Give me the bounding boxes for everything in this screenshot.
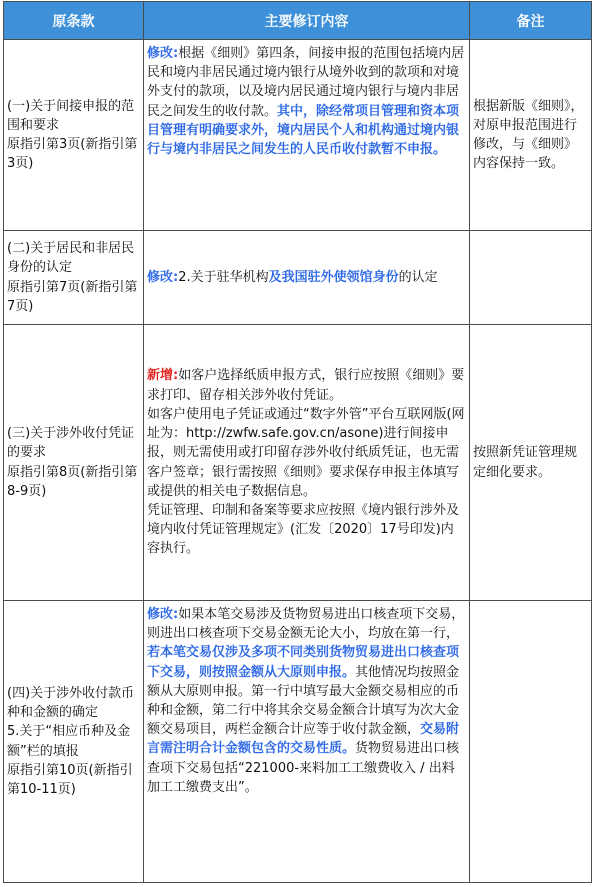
revision-highlight: 交易附言需注明合计金额包含的交易性质。: [147, 722, 460, 757]
original-clause-cell: [4, 40, 144, 231]
revision-paragraph: 凭证管理、印制和备案等要求应按照《境内银行涉外及境内收付凭证管理规定》(汇发〔2020〕17号印发)内容执行。: [147, 502, 460, 557]
remark-cell: 按照新凭证管理规定细化要求。: [470, 325, 592, 601]
revision-tag: 修改:: [147, 269, 179, 285]
revision-content-cell: [144, 601, 470, 883]
revision-tag: 修改:: [147, 46, 179, 61]
revision-text: 根据《细则》第四条，间接申报的范围包括境内居民和境内非居民通过境内银行从境外收到的款项和对境外支付的款项，以及境内居民通过境内银行与境内非居民之间发生的收付款。: [147, 46, 465, 119]
header-main-revisions: 主要修订内容: [144, 2, 470, 40]
revision-highlight: 及我国驻外使领馆身份: [268, 269, 399, 285]
original-clause-subtitle: 5.关于“相应币种及金额”栏的填报: [7, 724, 131, 759]
original-clause-title: (四)关于涉外收付款币种和金额的确定: [7, 685, 135, 721]
original-clause-ref: 原指引第3页(新指引第3页): [7, 137, 138, 172]
revision-content-cell: [144, 40, 470, 231]
remark-cell: 根据新版《细则》，对原申报范围进行修改，与《细则》内容保持一致。: [470, 40, 592, 231]
revision-text: 其他情况均按照金额从大原则申报。第一行中填写最大金额交易相应的币种和金额，第二行中将其余交易金额合计填写为次大金额交易项目，两栏金额合计应等于收付款金额，: [147, 664, 460, 738]
revision-tag: 修改:: [147, 607, 179, 622]
revision-text: 如果本笔交易涉及货物贸易进出口核查项下交易，则进出口核查项下交易金额无论大小，均放在第一行，: [147, 607, 465, 642]
original-clause-ref: 原指引第8页(新指引第8-9页): [7, 464, 138, 499]
original-clause-title: (三)关于涉外收付凭证的要求: [7, 426, 135, 461]
revision-text: 如客户选择纸质申报方式，银行应按照《细则》要求打印、留存相关涉外收付凭证。: [147, 368, 465, 403]
revision-highlight: 其中，除经常项目管理和资本项目管理有明确要求外，境内居民个人和机构通过境内银行与境内非居民之间发生的人民币收付款暂不申报。: [147, 103, 460, 158]
revision-table: [3, 1, 592, 883]
header-remarks: 备注: [470, 2, 592, 40]
original-clause-title: (二)关于居民和非居民身份的认定: [7, 241, 135, 276]
table-row: [4, 231, 592, 325]
revision-text-tail: 的认定: [398, 269, 438, 285]
remark-cell: [470, 601, 592, 883]
original-clause-cell: [4, 325, 144, 601]
header-original-clause: 原条款: [4, 2, 144, 40]
original-clause-ref: 原指引第10页(新指引第10-11页): [7, 762, 133, 797]
original-clause-title: (一)关于间接申报的范围和要求: [7, 98, 135, 133]
revision-tag: 新增:: [147, 368, 179, 384]
revision-paragraph: 如客户使用电子凭证或通过“数字外管”平台互联网版(网址为：http://zwfw.safe.gov.cn/asone)进行间接申报，则无需使用或打印留存涉外收付纸质凭证，也无需客户签章；银行需按照《细则》要求保存申报主体填写或提供的相关电子数据信息。: [147, 406, 465, 499]
revision-text: 2.关于驻华机构: [178, 269, 269, 285]
table-row: [4, 601, 592, 883]
original-clause-ref: 原指引第7页(新指引第7页): [7, 279, 138, 314]
original-clause-cell: [4, 231, 144, 325]
revision-content-cell: [144, 325, 470, 601]
table-row: [4, 40, 592, 231]
revision-paragraph: [147, 366, 466, 404]
table-row: [4, 325, 592, 601]
remark-cell: [470, 231, 592, 325]
original-clause-cell: [4, 601, 144, 883]
header-row: [4, 2, 592, 40]
revision-content-cell: [144, 231, 470, 325]
revision-text: 货物贸易进出口核查项下交易包括“221000-来料加工工缴费收入 / 出料加工工缴费支出”。: [147, 741, 460, 795]
revision-highlight: 若本笔交易仅涉及多项不同类别货物贸易进出口核查项下交易，则按照金额从大原则申报。: [147, 645, 460, 680]
